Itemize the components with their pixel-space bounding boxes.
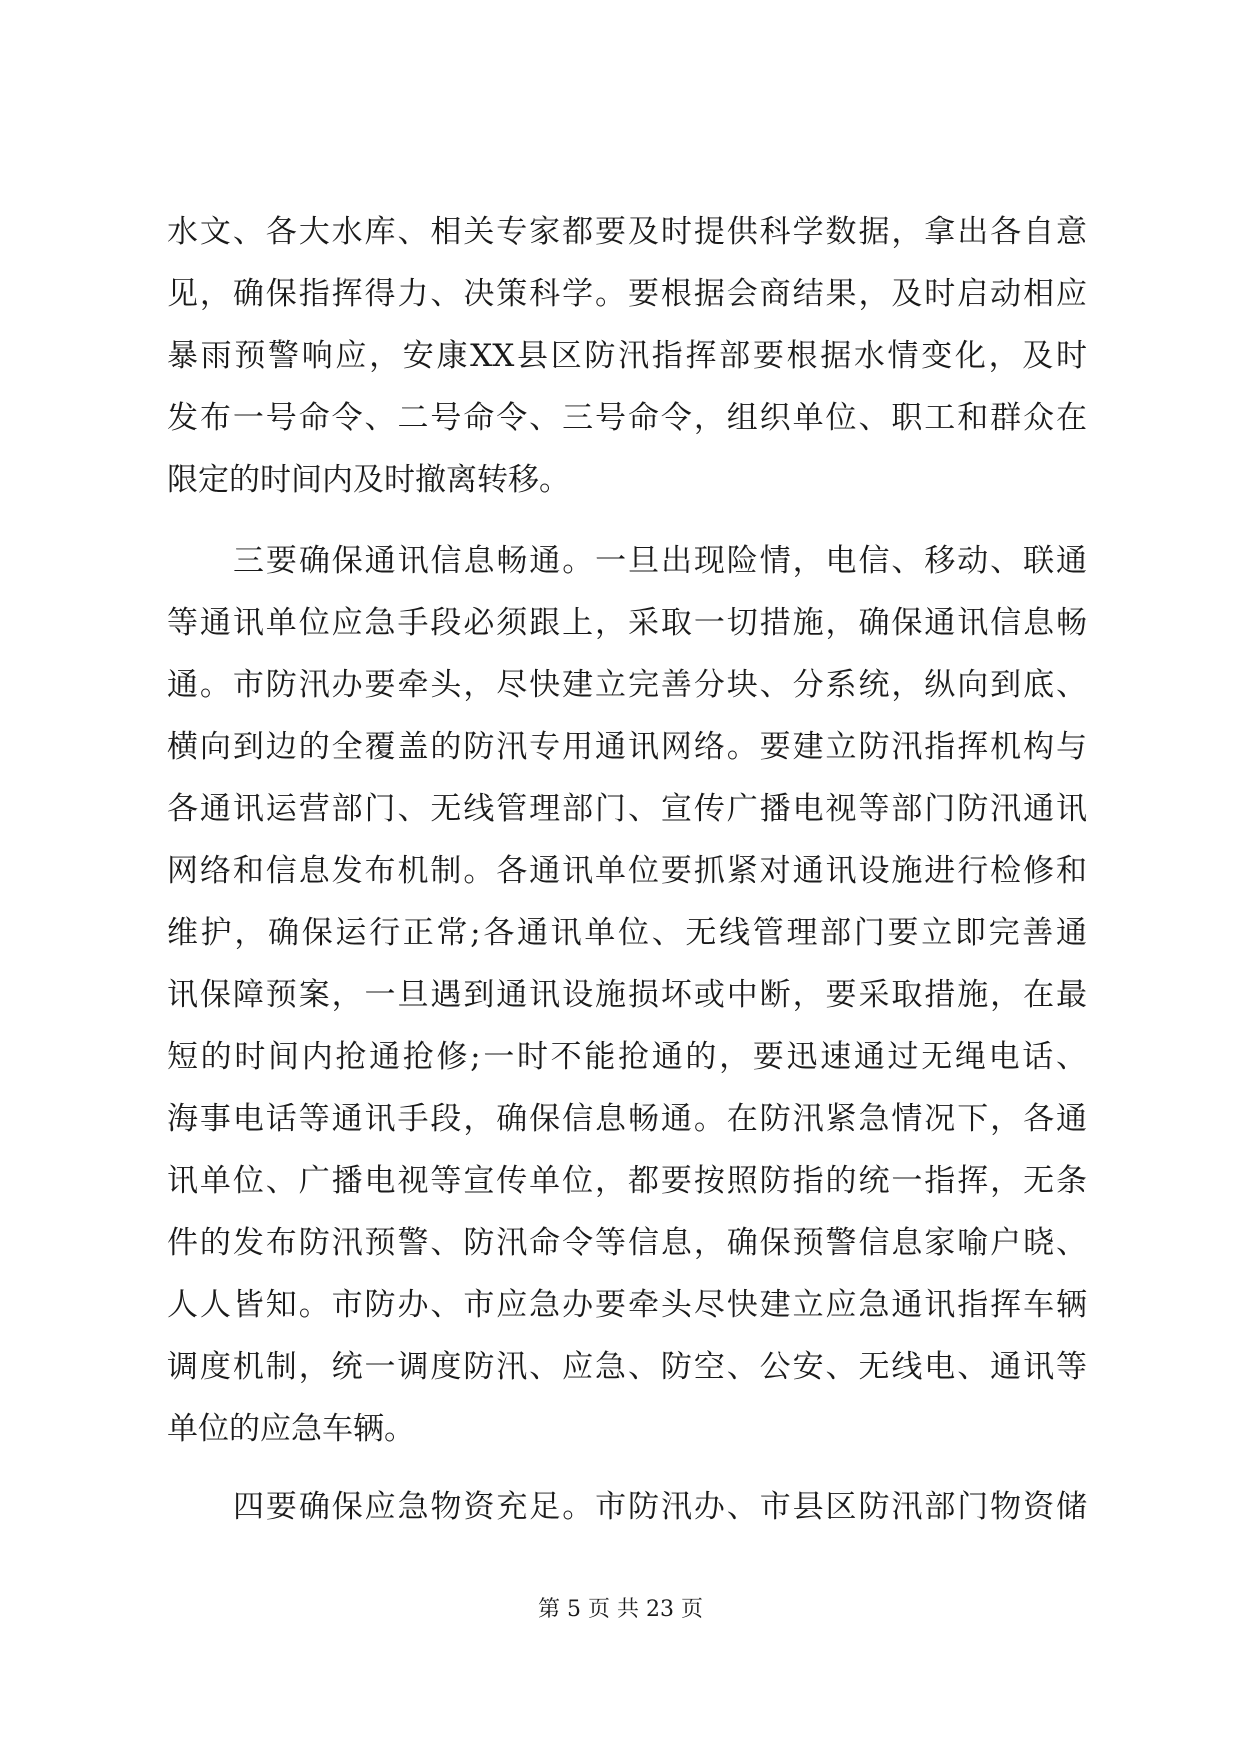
text-line: 水文、各大水库、相关专家都要及时提供科学数据，拿出各自意 bbox=[167, 214, 1087, 250]
text-line: 调度机制，统一调度防汛、应急、防空、公安、无线电、通讯等 bbox=[167, 1349, 1087, 1385]
text-line: 网络和信息发布机制。各通讯单位要抓紧对通讯设施进行检修和 bbox=[167, 853, 1087, 889]
text-line: 见，确保指挥得力、决策科学。要根据会商结果，及时启动相应 bbox=[167, 276, 1087, 312]
text-line: 海事电话等通讯手段，确保信息畅通。在防汛紧急情况下，各通 bbox=[167, 1101, 1087, 1137]
text-line: 限定的时间内及时撤离转移。 bbox=[167, 462, 570, 498]
text-line: 讯保障预案，一旦遇到通讯设施损坏或中断，要采取措施，在最 bbox=[167, 977, 1087, 1013]
text-line: 讯单位、广播电视等宣传单位，都要按照防指的统一指挥，无条 bbox=[167, 1163, 1087, 1199]
text-line: 短的时间内抢通抢修;一时不能抢通的，要迅速通过无绳电话、 bbox=[167, 1039, 1087, 1075]
text-line: 维护，确保运行正常;各通讯单位、无线管理部门要立即完善通 bbox=[167, 915, 1087, 951]
text-line: 横向到边的全覆盖的防汛专用通讯网络。要建立防汛指挥机构与 bbox=[167, 729, 1087, 765]
text-line: 暴雨预警响应，安康XX县区防汛指挥部要根据水情变化，及时 bbox=[167, 338, 1087, 374]
text-line: 通。市防汛办要牵头，尽快建立完善分块、分系统，纵向到底、 bbox=[167, 667, 1087, 703]
page-footer: 第 5 页 共 23 页 bbox=[538, 1597, 703, 1622]
text-line: 人人皆知。市防办、市应急办要牵头尽快建立应急通讯指挥车辆 bbox=[167, 1287, 1087, 1323]
paragraph-start-line: 四要确保应急物资充足。市防汛办、市县区防汛部门物资储 bbox=[233, 1489, 1087, 1525]
text-line: 单位的应急车辆。 bbox=[167, 1411, 415, 1447]
text-line: 件的发布防汛预警、防汛命令等信息，确保预警信息家喻户晓、 bbox=[167, 1225, 1087, 1261]
paragraph-start-line: 三要确保通讯信息畅通。一旦出现险情，电信、移动、联通 bbox=[233, 543, 1087, 579]
text-line: 发布一号命令、二号命令、三号命令，组织单位、职工和群众在 bbox=[167, 400, 1087, 436]
text-line: 各通讯运营部门、无线管理部门、宣传广播电视等部门防汛通讯 bbox=[167, 791, 1087, 827]
text-line: 等通讯单位应急手段必须跟上，采取一切措施，确保通讯信息畅 bbox=[167, 605, 1087, 641]
